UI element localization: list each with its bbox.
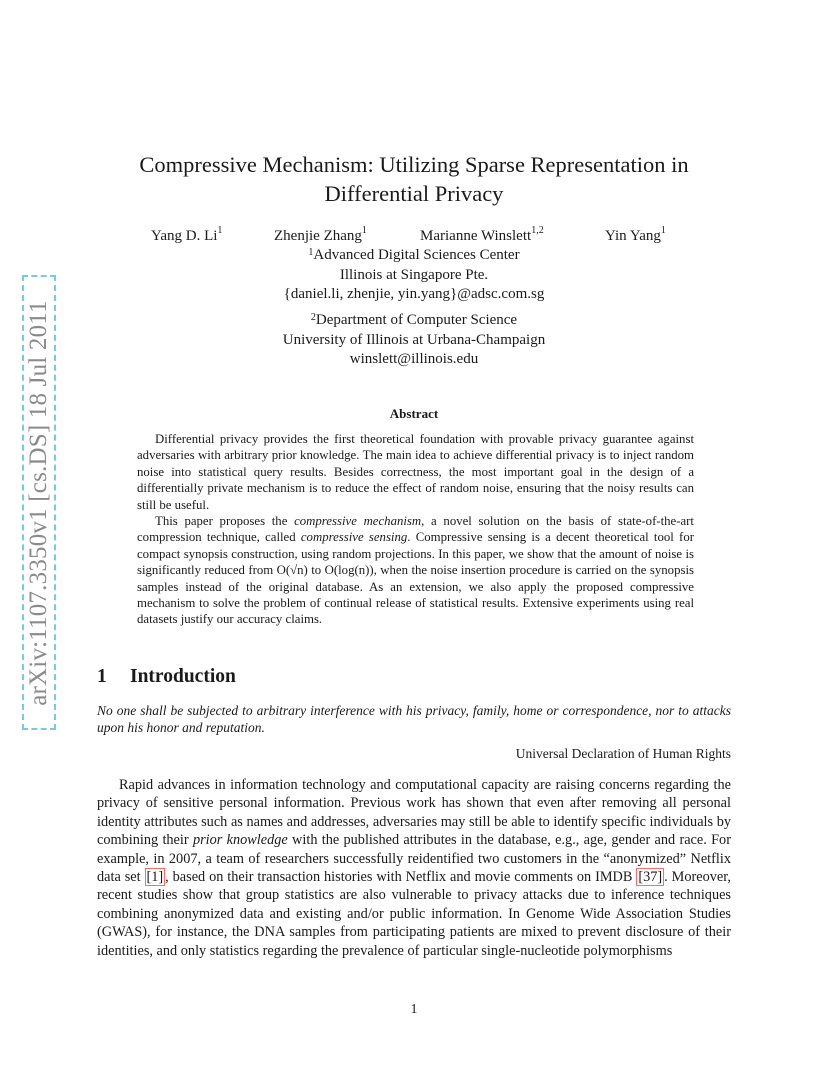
abstract-body [137,431,694,628]
author-2: Zhenjie Zhang$^1$ [274,225,367,244]
abstract-paragraph-2: This paper proposes the compressive mechanism, a novel solution on the basis of state-of-the-art compression technique, called compressive sensing. Compressive sensing is a decent theoretical tool for compact synopsis construction, using random projections. In this paper, we show that the amount of noise is significantly reduced from O(√n) to O(log(n)), when the noise insertion procedure is carried on the synopsis samples instead of the original database. As an extension, we also apply the proposed compressive mechanism to solve the problem of continual release of statistical results. Extensive experiments using real datasets justify our accuracy claims. [137,514,694,627]
arxiv-stamp-text: arXiv:1107.3350v1 [cs.DS] 18 Jul 2011 [25,299,52,706]
title-line-2: Differential Privacy [324,181,504,206]
title-line-1: Compressive Mechanism: Utilizing Sparse Representation in [139,152,689,177]
author-1: Yang D. Li$^1$ [151,225,223,244]
author-4: Yin Yang$^1$ [605,225,666,244]
body-paragraph: Rapid advances in information technology and computational capacity are raising concerns regarding the privacy of sensitive personal information. Previous work has shown that even after removing all personal identity attributes such as names and addresses, adversaries may still be able to identify specific individuals by combining their prior knowledge with the published attributes in the database, e.g., age, gender and race. For example, in 2007, a team of researchers successfully reidentified two customers in the “anonymized” Netflix data set [1] , based on their transaction histories with Netflix and movie comments on IMDB [37] . Moreover, recent studies show that group statistics are also vulnerable to privacy attacks due to inference techniques combining anonymized data and existing and/or public information. In Genome Wide Association Studies (GWAS), for instance, the DNA samples from participating patients are mixed to prevent disclosure of their identities, and only statistics regarding the prevalence of particular single-nucleotide polymorphisms [97,777,732,959]
epigraph-quote: No one shall be subjected to arbitrary interference with his privacy, family, home or correspondence, nor to attacks upon his honor and reputation. [97,703,731,735]
arxiv-stamp [22,275,56,730]
email-2: winslett@illinois.edu [349,351,479,367]
affiliation-1: $^1$Advanced Digital Sciences Center Illinois at Singapore Pte. {daniel.li, zhenjie, yin.yang}@adsc.com.sg [100,246,728,305]
paper-title [100,150,728,208]
abstract-heading: Abstract [389,406,439,421]
citation-link-37[interactable]: [37] [638,869,663,886]
citation-link-1[interactable]: [1] [146,869,164,886]
author-list [100,225,728,248]
section-heading: 1 Introduction [97,666,236,687]
page-number: 1 [410,1002,418,1017]
email-1: {daniel.li, zhenjie, yin.yang}@adsc.com.sg [283,286,545,302]
epigraph-source: Universal Declaration of Human Rights [515,746,731,761]
author-3: Marianne Winslett$^{1,2}$ [420,225,544,244]
abstract-paragraph-1: Differential privacy provides the first theoretical foundation with provable privacy guarantee against adversaries with arbitrary prior knowledge. The main idea to achieve differential privacy is to inject random noise into statistical query results. Besides correctness, the most important goal in the design of a differentially private mechanism is to reduce the effect of random noise, ensuring that the noisy results can still be useful. [137,432,694,512]
affiliation-2: $^2$Department of Computer Science University of Illinois at Urbana-Champaign winslett@illinois.edu [100,311,728,370]
